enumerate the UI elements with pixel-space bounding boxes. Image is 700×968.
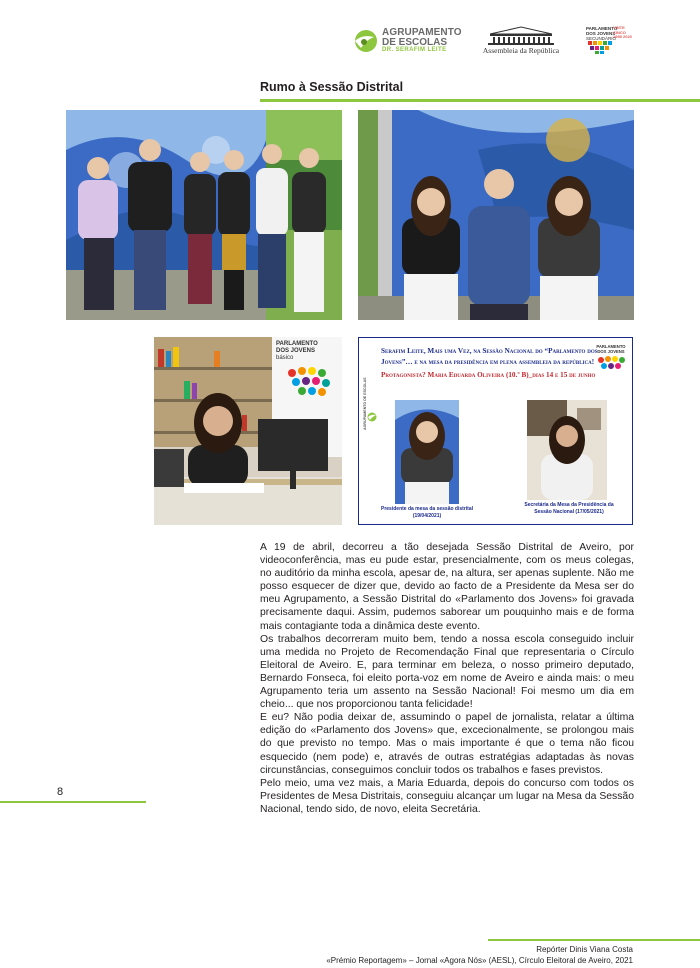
pj-logo-years: VINTE CINCO 1995 2020 xyxy=(613,25,632,39)
poster-caption-left xyxy=(377,506,477,519)
banner-pj-line2: DOS JOVENS xyxy=(276,348,316,354)
banner-pj-line1: PARLAMENTO xyxy=(276,341,318,347)
photo-group-mural xyxy=(66,110,342,320)
banner-mosaic-icon xyxy=(286,367,334,397)
poster-caption-left-2: (19/04/2021) xyxy=(412,512,442,519)
pj-logo-line3: SECUNDÁRIO xyxy=(586,36,617,41)
parlamento-jovens-logo xyxy=(586,26,636,56)
school-leaf-icon xyxy=(352,28,378,54)
assembleia-logo xyxy=(480,26,562,56)
article-paragraph-1: A 19 de abril, decorreu a tão desejada Sessão Distrital de Aveiro, por videoconferência, mas eu pude estar, presencialmente, com os meus colegas, no auditório da minha escola, apesar de, na altura, ser apenas suplente. Não me posso esquecer de dizer que, devido ao facto de a Presidente da Mesa ser do meu Agrupamento, a Sessão Distrital do «Parlamento dos Jovens» foi gravada precisamente daqui. Assim, pudemos saborear um pouquinho mais e de forma mais contagiante toda a dinâmica deste evento. xyxy=(260,542,634,632)
title-rule xyxy=(260,99,700,102)
school-logo-line1: AGRUPAMENTO xyxy=(382,27,462,38)
banner-pj-line3: básico xyxy=(276,355,294,361)
page-number-rule xyxy=(0,801,146,803)
footer-publication: «Prémio Reportagem» – Jornal «Agora Nós» (AESL), Círculo Eleitoral de Aveiro, 2021 xyxy=(326,956,633,965)
assembleia-logo-label: Assembleia da República xyxy=(482,46,560,55)
poster-headline: Serafim Leite, Mais uma Vez, na Sessão Nacional do “Parlamento dos Jovens”… e na mesa da presidência em plena assembleia da república! xyxy=(381,347,598,366)
poster-pj-mosaic-icon xyxy=(597,356,627,370)
article-paragraph-2: Os trabalhos decorreram muito bem, tendo a nossa escola conseguido incluir uma medida no Projeto de Recomendação Final que representaria o Círculo Eleitoral de Aveiro. E, para terminar em beleza, o nosso primeiro deputado, Bernardo Fonseca, foi eleito porta-voz em nome de Aveiro e ainda mais: o meu Agrupamento teria um assento na Sessão Nacional! Foi mesmo um dia em cheio... que nos proporcionou tanta felicidade! xyxy=(260,633,634,711)
pj-logo-line1: PARLAMENTO xyxy=(586,26,618,31)
photo-student-desk xyxy=(154,337,342,525)
poster-caption-left-1: Presidente da mesa da sessão distrital xyxy=(381,506,473,512)
article-body xyxy=(260,541,634,816)
page-number: 8 xyxy=(57,786,64,798)
poster-protagonist: Protagonista? Maria Eduarda Oliveira (10.º B)_dias 14 e 15 de junho xyxy=(381,371,596,379)
poster-portrait-left xyxy=(395,400,459,504)
poster-portrait-right xyxy=(527,400,607,500)
school-logo-line2: DE ESCOLAS xyxy=(382,37,448,48)
parliament-building-icon xyxy=(480,26,562,46)
pj-logo-line2: DOS JOVENS xyxy=(586,31,616,36)
footer-rule xyxy=(488,939,700,941)
poster-caption-right xyxy=(511,502,627,515)
banner-pj-text xyxy=(276,341,338,362)
school-logo xyxy=(352,26,462,56)
poster-pj-badge: PARLAMENTO DOS JOVENS xyxy=(596,344,626,354)
photo-three-students xyxy=(358,110,634,320)
section-title: Rumo à Sessão Distrital xyxy=(260,80,404,94)
article-paragraph-3: E eu? Não podia deixar de, assumindo o papel de jornalista, relatar a última edição do «Parlamento dos Jovens» que, excecionalmente, se prolongou mais do que previsto no tempo. Mas o mais importante é que o tema não ficou esquecido (nem pode) e, através de outras estratégias adaptadas às novas circunstâncias, conseguimos concluir todos os trabalhos e fases previstos. xyxy=(260,712,634,776)
announcement-poster xyxy=(358,337,633,525)
footer-author: Repórter Dinis Viana Costa xyxy=(536,945,633,954)
poster-school-badge: AGRUPAMENTO DE ESCOLAS xyxy=(363,377,367,430)
school-logo-line3: DR. SERAFIM LEITE xyxy=(382,47,447,53)
poster-caption-right-1: Secretária da Mesa da Presidência da xyxy=(524,502,614,508)
pj-mosaic-icon xyxy=(588,41,612,54)
article-paragraph-4: Pelo meio, uma vez mais, a Maria Eduarda, depois do concurso com todos os Presidentes de Mesa Distritais, conseguiu alcançar um lugar na Mesa da Sessão Nacional, tendo sido, de novo, eleita Secretária. xyxy=(260,777,634,815)
poster-caption-right-2: Sessão Nacional (17/05/2021) xyxy=(534,508,604,515)
